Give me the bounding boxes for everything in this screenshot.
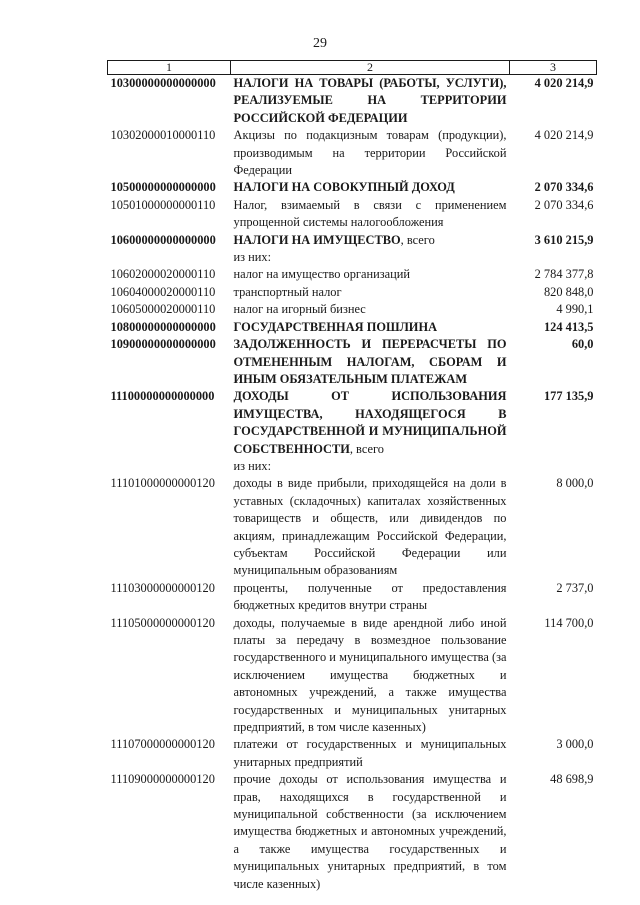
row-code: 10300000000000000: [110, 76, 216, 90]
row-value: 3 000,0: [556, 737, 594, 752]
row-value: 60,0: [571, 337, 594, 352]
table-row: [108, 388, 597, 458]
row-name: платежи от государственных и муниципальных унитарных предприятий: [233, 737, 507, 769]
row-code: 11103000000000120: [110, 580, 215, 595]
row-value: 124 413,5: [543, 319, 594, 334]
table-row: [108, 75, 597, 128]
table-row: [108, 301, 597, 318]
row-code: 11105000000000120: [110, 615, 215, 630]
row-code: 10602000020000110: [110, 267, 216, 282]
row-value: 4 990,1: [556, 302, 594, 317]
row-name: НАЛОГИ НА СОВОКУПНЫЙ ДОХОД: [233, 180, 455, 195]
row-name: ГОСУДАРСТВЕННАЯ ПОШЛИНА: [233, 319, 438, 334]
row-name: Налог, взимаемый в связи с применением упрощенной системы налогообложения: [233, 197, 507, 230]
table-row: [108, 458, 597, 475]
row-value: 4 020 214,9: [534, 128, 594, 143]
row-name: НАЛОГИ НА ТОВАРЫ (РАБОТЫ, УСЛУГИ), РЕАЛИЗУЕМЫЕ НА ТЕРРИТОРИИ РОССИЙСКОЙ ФЕДЕРАЦИИ: [233, 76, 507, 125]
sub-label: из них:: [233, 458, 272, 473]
table-row: [108, 232, 597, 249]
row-code: 11109000000000120: [110, 772, 215, 787]
row-value: 48 698,9: [550, 772, 594, 787]
sub-label: из них:: [233, 250, 272, 265]
table-header: [108, 61, 597, 75]
table-row: [108, 127, 597, 179]
row-value: 2 737,0: [556, 580, 594, 595]
row-code: 10302000010000110: [110, 128, 216, 143]
page-number: 29: [313, 36, 327, 51]
row-name: транспортный налог: [233, 284, 342, 299]
row-name: налог на игорный бизнес: [233, 302, 366, 317]
row-name: ЗАДОЛЖЕННОСТЬ И ПЕРЕРАСЧЕТЫ ПО ОТМЕНЕННЫМ НАЛОГАМ, СБОРАМ И ИНЫМ ОБЯЗАТЕЛЬНЫМ ПЛАТЕЖАМ: [233, 337, 507, 386]
row-code: 10501000000000110: [110, 197, 216, 212]
table-row: [108, 249, 597, 266]
table-row: [108, 179, 597, 196]
column-header-name: 2: [231, 61, 510, 75]
table-row: [108, 266, 597, 283]
row-code: 11101000000000120: [110, 476, 215, 491]
row-value: 2 070 334,6: [534, 197, 594, 212]
revenue-table: [107, 60, 597, 893]
row-value: 8 000,0: [556, 476, 594, 491]
row-name-suffix: , всего: [400, 232, 435, 247]
table-row: [108, 197, 597, 232]
row-value: 4 020 214,9: [534, 76, 594, 90]
row-value: 3 610 215,9: [534, 232, 594, 247]
table-row: [108, 771, 597, 893]
row-name-text: ДОХОДЫ ОТ ИСПОЛЬЗОВАНИЯ ИМУЩЕСТВА, НАХОДЯЩЕГОСЯ В ГОСУДАРСТВЕННОЙ И МУНИЦИПАЛЬНОЙ СОБСТВЕННОСТИ: [233, 389, 507, 456]
row-code: 11107000000000120: [110, 737, 215, 752]
row-code: 10800000000000000: [110, 319, 216, 334]
row-code: 10900000000000000: [110, 337, 216, 352]
row-code: 10604000020000110: [110, 284, 216, 299]
row-name-text: НАЛОГИ НА ИМУЩЕСТВО: [233, 232, 401, 247]
table-header-row: [108, 61, 597, 75]
row-code: 10600000000000000: [110, 232, 216, 247]
row-code: 11100000000000000: [110, 389, 215, 404]
row-value: 2 784 377,8: [534, 267, 594, 282]
row-name: налог на имущество организаций: [233, 267, 411, 282]
row-name: проценты, полученные от предоставления бюджетных кредитов внутри страны: [233, 580, 507, 613]
table-body: [108, 75, 597, 894]
row-name: доходы в виде прибыли, приходящейся на доли в уставных (складочных) капиталах хозяйственных товариществ и обществ, или дивидендов по акциям, принадлежащим Российской Федерации, субъектам Российской Федерации или муниципальным образованиям: [233, 476, 507, 578]
row-value: 2 070 334,6: [534, 180, 594, 195]
row-name: доходы, получаемые в виде арендной либо иной платы за передачу в возмездное пользование государственного и муниципального имущества (за исключением имущества бюджетных и автономных учреждений, а также имущества государственных и муниципальных унитарных предприятий, в том числе казенных): [233, 615, 507, 735]
row-code: 10605000020000110: [110, 302, 216, 317]
row-name: прочие доходы от использования имущества и прав, находящихся в государственной и муниципальной собственности (за исключением имущества бюджетных и автономных учреждений, а также имущества государственных и муниципальных унитарных предприятий, в том числе казенных): [233, 772, 507, 891]
table-row: [108, 736, 597, 771]
table-row: [108, 615, 597, 737]
column-header-value: 3: [510, 61, 597, 75]
row-name: [231, 232, 510, 249]
table-row: [108, 336, 597, 388]
row-name: Акцизы по подакцизным товарам (продукции), производимым на территории Российской Федерации: [233, 128, 507, 178]
row-value: 114 700,0: [544, 615, 594, 630]
table-row: [108, 319, 597, 336]
table-row: [108, 475, 597, 579]
row-value: 177 135,9: [543, 389, 594, 404]
row-name: [231, 388, 510, 458]
row-code: 10500000000000000: [110, 180, 216, 195]
row-name-suffix: , всего: [349, 441, 384, 456]
table-row: [108, 580, 597, 615]
row-value: 820 848,0: [543, 284, 594, 299]
column-header-code: 1: [108, 61, 231, 75]
table-row: [108, 284, 597, 301]
